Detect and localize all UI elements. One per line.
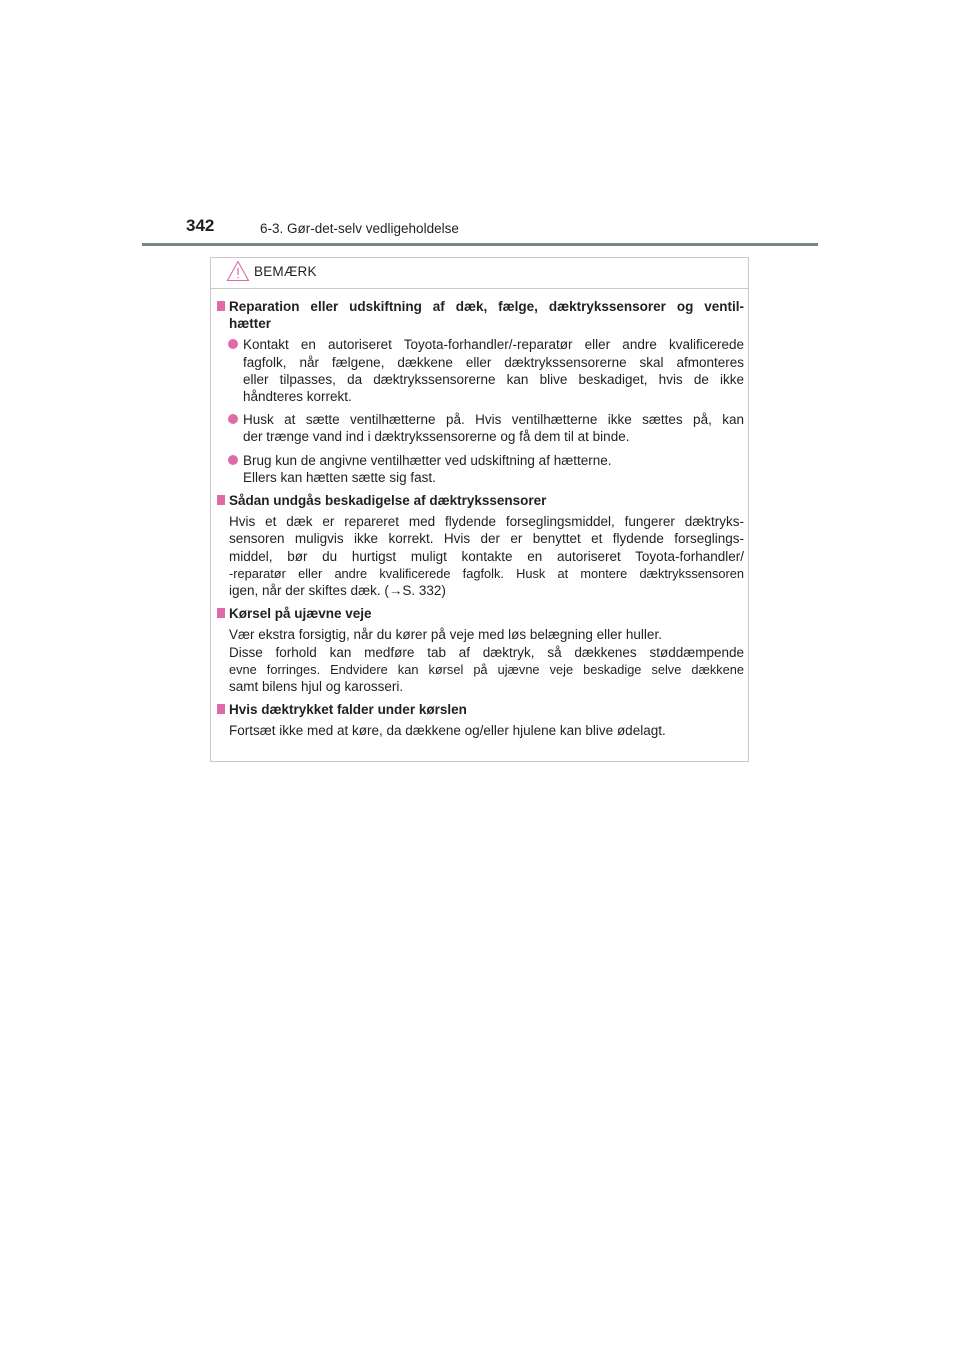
- square-bullet-icon: [217, 704, 225, 714]
- bullet-line: Husk at sætte ventilhætterne på. Hvis ventilhætterne ikke sættes på, kan: [243, 412, 744, 428]
- notice-header: [211, 258, 748, 289]
- square-bullet-icon: [217, 301, 225, 311]
- bullet-line: eller tilpasses, da dæktrykssensorerne kan blive beskadiget, hvis de ikke: [243, 371, 744, 387]
- section-paragraph: [217, 722, 744, 739]
- warning-triangle-icon: [226, 260, 250, 282]
- bullet-line: Kontakt en autoriseret Toyota-forhandler/-reparatør eller andre kvalificerede: [243, 337, 744, 353]
- paragraph-line: igen, når der skiftes dæk. (→S. 332): [229, 583, 446, 599]
- bullet-item: [217, 411, 744, 445]
- section-paragraph: [217, 513, 744, 599]
- header-rule: [142, 243, 818, 246]
- circle-bullet-icon: [228, 339, 238, 349]
- heading-line: Kørsel på ujævne veje: [229, 606, 372, 622]
- bullet-line: håndteres korrekt.: [243, 389, 352, 405]
- heading-line: hætter: [229, 316, 272, 332]
- bullet-item: [217, 452, 744, 486]
- section-heading: [217, 701, 744, 718]
- paragraph-line: Hvis et dæk er repareret med flydende forseglingsmiddel, fungerer dæktryks-: [229, 514, 744, 530]
- circle-bullet-icon: [228, 414, 238, 424]
- circle-bullet-icon: [228, 455, 238, 465]
- section-heading: [217, 298, 744, 332]
- section-paragraph: [217, 626, 744, 695]
- section-heading: [217, 605, 744, 622]
- paragraph-line: sensoren muligvis ikke korrekt. Hvis der er benyttet et flydende forseglings-: [229, 531, 744, 547]
- section-heading: [217, 492, 744, 509]
- bullet-line: Brug kun de angivne ventilhætter ved udskiftning af hætterne.: [243, 452, 612, 468]
- paragraph-line: middel, bør du hurtigst muligt kontakte en autoriseret Toyota-forhandler/: [229, 548, 744, 564]
- paragraph-line: Fortsæt ikke med at køre, da dækkene og/eller hjulene kan blive ødelagt.: [229, 723, 666, 739]
- heading-line: Sådan undgås beskadigelse af dæktrykssensorer: [229, 493, 547, 509]
- bullet-line: fagfolk, når fælgene, dækkene eller dæktrykssensorerne skal afmonteres: [243, 354, 744, 370]
- square-bullet-icon: [217, 495, 225, 505]
- paragraph-line: Vær ekstra forsigtig, når du kører på veje med løs belægning eller huller.: [229, 627, 662, 643]
- notice-body: [217, 298, 744, 746]
- page-number: 342: [186, 216, 215, 235]
- heading-line: Reparation eller udskiftning af dæk, fælge, dæktrykssensorer og ventil-: [229, 299, 744, 314]
- heading-line: Hvis dæktrykket falder under kørslen: [229, 702, 467, 718]
- paragraph-line: Disse forhold kan medføre tab af dæktryk, så dækkenes støddæmpende: [229, 644, 744, 660]
- notice-title: BEMÆRK: [254, 264, 317, 279]
- paragraph-line: evne forringes. Endvidere kan kørsel på ujævne veje beskadige selve dækkene: [229, 661, 744, 677]
- paragraph-line: samt bilens hjul og karosseri.: [229, 679, 404, 695]
- square-bullet-icon: [217, 608, 225, 618]
- bullet-item: [217, 336, 744, 405]
- section-title: 6-3. Gør-det-selv vedligeholdelse: [260, 221, 459, 236]
- bullet-line: Ellers kan hætten sætte sig fast.: [243, 469, 436, 485]
- paragraph-line: -reparatør eller andre kvalificerede fagfolk. Husk at montere dæktrykssensoren: [229, 565, 744, 581]
- bullet-line: der trænge vand ind i dæktrykssensorerne og få dem til at binde.: [243, 429, 630, 445]
- notice-box: [210, 257, 749, 762]
